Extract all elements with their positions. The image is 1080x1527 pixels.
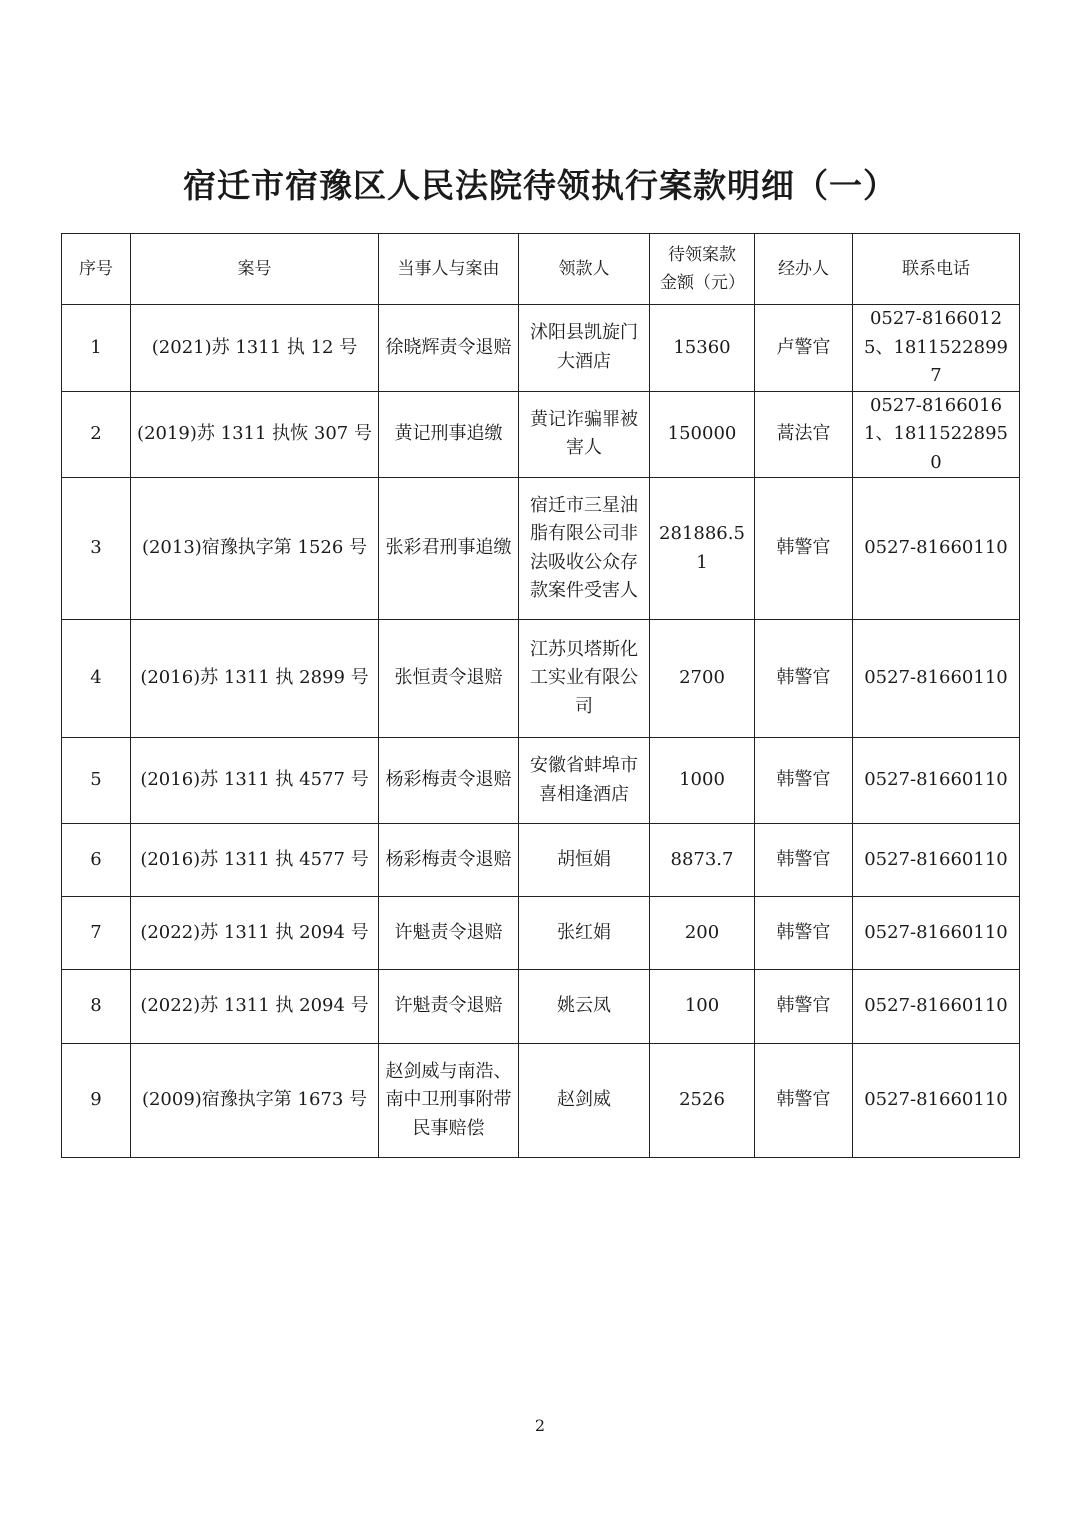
- cell-phone: 0527-81660110: [853, 478, 1020, 620]
- cell-phone: 0527-81660110: [853, 897, 1020, 970]
- cell-no: 8: [62, 970, 131, 1044]
- cell-handler: 韩警官: [755, 478, 853, 620]
- cell-party: 许魁责令退赔: [379, 970, 519, 1044]
- cell-party: 徐晓辉责令退赔: [379, 305, 519, 392]
- cell-amount: 2700: [650, 620, 755, 738]
- cell-payee: 江苏贝塔斯化工实业有限公司: [519, 620, 650, 738]
- cell-handler: 蒿法官: [755, 391, 853, 478]
- table-row: [62, 391, 1020, 478]
- header-payee: 领款人: [519, 234, 650, 305]
- cell-phone: 0527-81660161、18115228950: [853, 391, 1020, 478]
- cell-case: (2022)苏 1311 执 2094 号: [131, 970, 379, 1044]
- cell-phone: 0527-81660110: [853, 824, 1020, 897]
- cell-no: 5: [62, 738, 131, 824]
- payment-table: [61, 233, 1020, 1158]
- cell-payee: 安徽省蚌埠市喜相逢酒店: [519, 738, 650, 824]
- cell-case: (2019)苏 1311 执恢 307 号: [131, 391, 379, 478]
- cell-no: 7: [62, 897, 131, 970]
- table-row: [62, 897, 1020, 970]
- cell-no: 6: [62, 824, 131, 897]
- cell-party: 张彩君刑事追缴: [379, 478, 519, 620]
- cell-amount: 100: [650, 970, 755, 1044]
- header-case: 案号: [131, 234, 379, 305]
- table-row: [62, 1044, 1020, 1158]
- cell-phone: 0527-81660110: [853, 1044, 1020, 1158]
- cell-party: 张恒责令退赔: [379, 620, 519, 738]
- cell-amount: 1000: [650, 738, 755, 824]
- table-row: [62, 620, 1020, 738]
- header-no: 序号: [62, 234, 131, 305]
- cell-no: 1: [62, 305, 131, 392]
- cell-no: 3: [62, 478, 131, 620]
- cell-no: 9: [62, 1044, 131, 1158]
- cell-phone: 0527-81660110: [853, 738, 1020, 824]
- cell-amount: 200: [650, 897, 755, 970]
- cell-case: (2022)苏 1311 执 2094 号: [131, 897, 379, 970]
- cell-payee: 赵剑威: [519, 1044, 650, 1158]
- cell-amount: 150000: [650, 391, 755, 478]
- cell-payee: 姚云凤: [519, 970, 650, 1044]
- cell-handler: 韩警官: [755, 824, 853, 897]
- cell-party: 许魁责令退赔: [379, 897, 519, 970]
- table-header-row: [62, 234, 1020, 305]
- cell-case: (2021)苏 1311 执 12 号: [131, 305, 379, 392]
- cell-party: 杨彩梅责令退赔: [379, 738, 519, 824]
- cell-handler: 卢警官: [755, 305, 853, 392]
- cell-no: 2: [62, 391, 131, 478]
- cell-amount: 2526: [650, 1044, 755, 1158]
- table-row: [62, 738, 1020, 824]
- page-number: 2: [534, 1416, 546, 1435]
- header-handler: 经办人: [755, 234, 853, 305]
- cell-phone: 0527-81660110: [853, 620, 1020, 738]
- cell-case: (2016)苏 1311 执 4577 号: [131, 738, 379, 824]
- cell-handler: 韩警官: [755, 738, 853, 824]
- cell-party: 黄记刑事追缴: [379, 391, 519, 478]
- cell-payee: 宿迁市三星油脂有限公司非法吸收公众存款案件受害人: [519, 478, 650, 620]
- cell-case: (2016)苏 1311 执 4577 号: [131, 824, 379, 897]
- cell-handler: 韩警官: [755, 970, 853, 1044]
- cell-handler: 韩警官: [755, 620, 853, 738]
- cell-case: (2016)苏 1311 执 2899 号: [131, 620, 379, 738]
- cell-phone: 0527-81660110: [853, 970, 1020, 1044]
- header-party: 当事人与案由: [379, 234, 519, 305]
- cell-amount: 281886.51: [650, 478, 755, 620]
- table-row: [62, 970, 1020, 1044]
- header-phone: 联系电话: [853, 234, 1020, 305]
- cell-party: 赵剑威与南浩、南中卫刑事附带民事赔偿: [379, 1044, 519, 1158]
- table-row: [62, 305, 1020, 392]
- cell-amount: 8873.7: [650, 824, 755, 897]
- cell-party: 杨彩梅责令退赔: [379, 824, 519, 897]
- cell-payee: 黄记诈骗罪被害人: [519, 391, 650, 478]
- cell-payee: 沭阳县凯旋门大酒店: [519, 305, 650, 392]
- document-title: 宿迁市宿豫区人民法院待领执行案款明细（一）: [183, 166, 897, 205]
- cell-case: (2013)宿豫执字第 1526 号: [131, 478, 379, 620]
- header-amount: 待领案款金额（元）: [650, 234, 755, 305]
- cell-phone: 0527-81660125、18115228997: [853, 305, 1020, 392]
- cell-amount: 15360: [650, 305, 755, 392]
- cell-case: (2009)宿豫执字第 1673 号: [131, 1044, 379, 1158]
- cell-payee: 张红娟: [519, 897, 650, 970]
- table-row: [62, 478, 1020, 620]
- cell-payee: 胡恒娟: [519, 824, 650, 897]
- cell-handler: 韩警官: [755, 1044, 853, 1158]
- table-row: [62, 824, 1020, 897]
- cell-no: 4: [62, 620, 131, 738]
- cell-handler: 韩警官: [755, 897, 853, 970]
